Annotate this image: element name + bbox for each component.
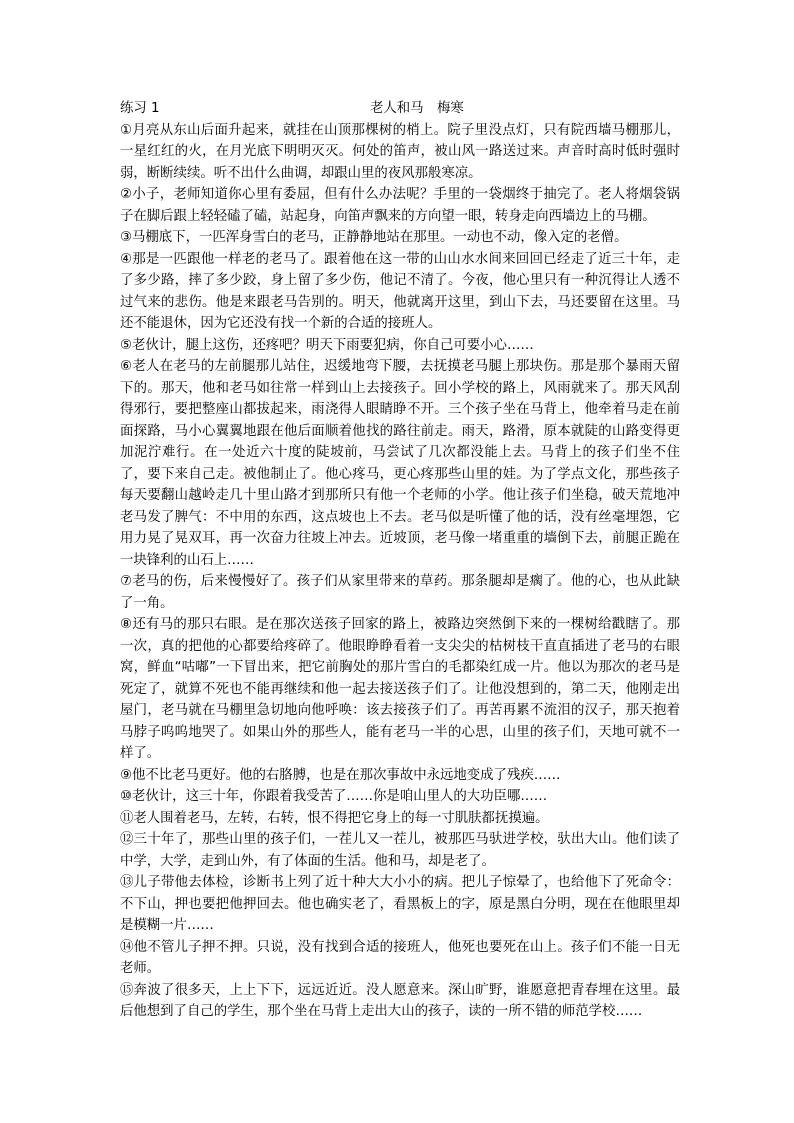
paragraph-8: ⑧还有马的那只右眼。是在那次送孩子回家的路上，被路边突然倒下来的一棵树给戳瞎了。那一次，真的把他的心都要给疼碎了。他眼睁睁看着一支尖尖的枯树枝干直直插进了老马的右眼窝，鲜血“咕嘟”一下冒出来，把它前胸处的那片雪白的毛都染红成一片。他以为那次的老马是死定了，就算不死也不能再继续和他一起去接送孩子们了。让他没想到的，第二天，他刚走出屋门，老马就在马棚里急切地向他呼唤：该去接孩子们了。再苦再累不流泪的汉子，那天抱着马脖子呜呜地哭了。如果山外的那些人，能有老马一半的心思，山里的孩子们，天地可就不一样了。 <box>120 617 680 761</box>
paragraph-11: ⑪老人围着老马，左转，右转，恨不得把它身上的每一寸肌肤都抚摸遍。 <box>120 810 549 826</box>
paragraph-10: ⑩老伙计，这三十年，你跟着我受苦了……你是咱山里人的大功臣哪…… <box>120 789 548 804</box>
paragraph-15: ⑮奔波了很多天，上上下下，远远近近。没人愿意来。深山旷野，谁愿意把青春埋在这里。最后他想到了自己的学生，那个坐在马背上走出大山的孩子，读的一所不错的师范学校…… <box>120 982 680 1019</box>
document-header <box>120 98 680 120</box>
paragraph-2: ②小子，老师知道你心里有委屈，但有什么办法呢？手里的一袋烟终于抽完了。老人将烟袋锅子在脚后跟上轻轻磕了磕，站起身，向笛声飘来的方向望一眼，转身走向西墙边上的马棚。 <box>120 187 680 224</box>
paragraph-12: ⑫三十年了，那些山里的孩子们，一茬儿又一茬儿，被那匹马驮进学校，驮出大山。他们读了中学，大学，走到山外，有了体面的生活。他和马，却是老了。 <box>120 832 680 869</box>
paragraph-14: ⑭他不管儿子押不押。只说，没有找到合适的接班人，他死也要死在山上。孩子们不能一日无老师。 <box>120 939 680 976</box>
paragraph-6: ⑥老人在老马的左前腿那儿站住，迟缓地弯下腰，去抚摸老马腿上那块伤。那是那个暴雨天留下的。那天，他和老马如往常一样到山上去接孩子。回小学校的路上，风雨就来了。那天风刮得邪行，要把整座山都拔起来，雨浇得人眼睛睁不开。三个孩子坐在马背上，他牵着马走在前面探路，马小心翼翼地跟在他后面顺着他找的路往前走。雨天，路滑，原本就陡的山路变得更加泥泞难行。在一处近六十度的陡坡前，马尝试了几次都没能上去。马背上的孩子们坐不住了，要下来自己走。被他制止了。他心疼马，更心疼那些山里的娃。为了学点文化，那些孩子每天要翻山越岭走几十里山路才到那所只有他一个老师的小学。他让孩子们坐稳，破天荒地冲老马发了脾气：不中用的东西，这点坡也上不去。老马似是听懂了他的话，没有丝毫埋怨，它用力晃了晃双耳，再一次奋力往坡上冲去。近坡顶，老马像一堵重重的墙倒下去，前腿正跪在一块锋利的山石上…… <box>120 359 680 568</box>
paragraph-9: ⑨他不比老马更好。他的右胳膊，也是在那次事故中永远地变成了残疾…… <box>120 767 561 783</box>
document-page <box>120 98 680 1023</box>
paragraph-3: ③马棚底下，一匹浑身雪白的老马，正静静地站在那里。一动也不动，像入定的老僧。 <box>120 230 628 245</box>
paragraph-13: ⑬儿子带他去体检，诊断书上列了近十种大大小小的病。把儿子惊晕了，也给他下了死命令：不下山，押也要把他押回去。他也确实老了，看黑板上的字，原是黑白分明，现在在他眼里却是模糊一片…… <box>120 875 680 933</box>
paragraph-4: ④那是一匹跟他一样老的老马了。跟着他在这一带的山山水水间来回回已经走了近三十年，走了多少路，摔了多少跤，身上留了多少伤，他记不清了。今夜，他心里只有一种沉得让人透不过气来的悲伤。他是来跟老马告别的。明天，他就离开这里，到山下去，马还要留在这里。马还不能退休，因为它还没有找一个新的合适的接班人。 <box>120 251 680 331</box>
paragraph-5: ⑤老伙计，腿上这伤，还疼吧？明天下雨要犯病，你自己可要小心…… <box>120 337 534 353</box>
exercise-label: 练习 1 <box>120 101 160 116</box>
paragraph-1: ①月亮从东山后面升起来，就挂在山顶那棵树的梢上。院子里没点灯，只有院西墙马棚那儿，一星红红的火，在月光底下明明灭灭。何处的笛声，被山风一路送过来。声音时高时低时强时弱，断断续续。听不出什么曲调，却跟山里的夜风那般寒凉。 <box>120 122 680 181</box>
paragraph-7: ⑦老马的伤，后来慢慢好了。孩子们从家里带来的草药。那条腿却是瘸了。他的心，也从此缺了一角。 <box>120 574 680 611</box>
article-title: 老人和马 梅寒 <box>370 101 464 116</box>
